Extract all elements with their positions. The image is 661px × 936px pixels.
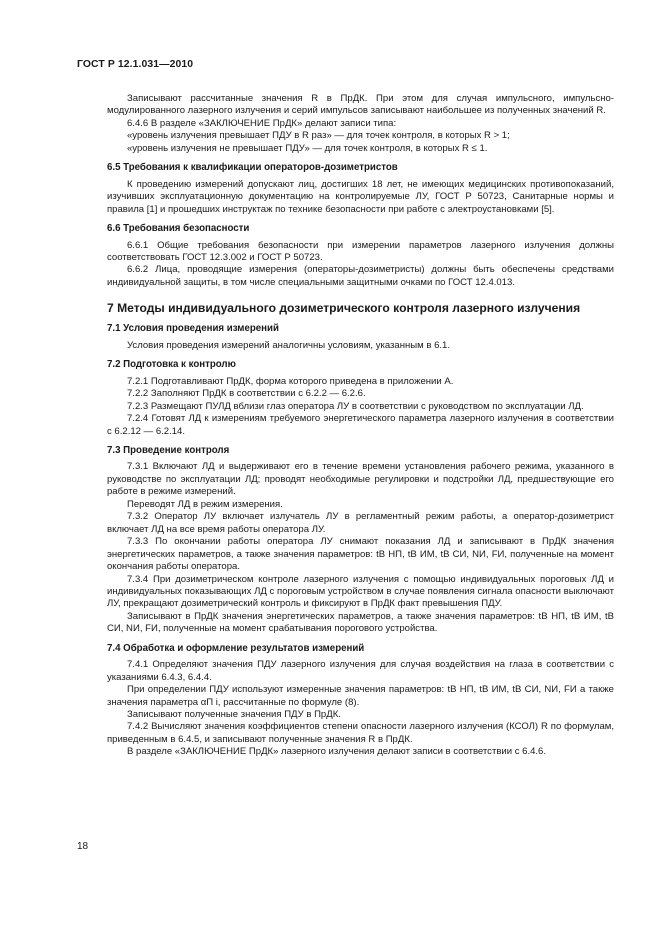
paragraph: К проведению измерений допускают лиц, достигших 18 лет, не имеющих медицинских противопоказаний, изучивших эксплуатационную документацию на контролируемые ЛУ, ГОСТ Р 50723, Санитарные нормы и правила [1] и прошедших инструктаж по технике безопасности при работе с электроустановками [5]. xyxy=(107,178,614,215)
section-heading: 7.1 Условия проведения измерений xyxy=(107,323,279,335)
chapter-heading: 7 Методы индивидуального дозиметрического контроля лазерного излучения xyxy=(107,301,581,316)
paragraph: Записывают в ПрДК значения энергетических параметров, а также значения параметров: tВ НП, tВ ИМ, tВ СИ, NИ, FИ, полученные на момент срабатывания порогового устройства. xyxy=(107,610,614,635)
paragraph: 6.4.6 В разделе «ЗАКЛЮЧЕНИЕ ПрДК» делают записи типа: xyxy=(127,117,397,129)
paragraph: Записывают полученные значения ПДУ в ПрДК. xyxy=(127,709,341,721)
paragraph: 6.6.1 Общие требования безопасности при измерении параметров лазерного излучения должны соответствовать ГОСТ 12.3.002 и ГОСТ Р 50723. xyxy=(107,239,614,263)
paragraph: 7.4.2 Вычисляют значения коэффициентов степени опасности лазерного излучения (КСОЛ) R по формулам, приведенным в 6.4.5, и записывают полученные значения R в ПрДК. xyxy=(107,721,614,745)
paragraph: 7.4.1 Определяют значения ПДУ лазерного излучения для случая воздействия на глаза в соответствии с указаниями 6.4.3, 6.4.4. xyxy=(107,659,614,683)
paragraph: Условия проведения измерений аналогичны условиям, указанным в 6.1. xyxy=(127,339,451,351)
paragraph: «уровень излучения превышает ПДУ в R раз» — для точек контроля, в которых R > 1; xyxy=(127,130,510,142)
running-header: ГОСТ Р 12.1.031—2010 xyxy=(77,59,194,70)
paragraph: 6.6.2 Лица, проводящие измерения (операторы-дозиметристы) должны быть обеспечены средствами индивидуальной защиты, в том числе специальными защитными очками по ГОСТ 12.4.013. xyxy=(107,264,614,288)
paragraph: 7.3.2 Оператор ЛУ включает излучатель ЛУ в регламентный режим работы, а оператор-дозиметрист включает ЛД на все время работы оператора ЛУ. xyxy=(107,511,614,535)
section-heading: 7.3 Проведение контроля xyxy=(107,444,230,456)
paragraph: 7.2.1 Подготавливают ПрДК, форма которого приведена в приложении А. xyxy=(127,375,454,387)
paragraph: 7.3.1 Включают ЛД и выдерживают его в течение времени установления рабочего режима, указанного в руководстве по эксплуатации ЛД; проводят необходимые регулировки и подстройки ЛД, предшествующие его работе в режиме измерений. xyxy=(107,461,614,498)
paragraph: 7.3.3 По окончании работы оператора ЛУ снимают показания ЛД и записывают в ПрДК значения энергетических параметров, а также значения параметров: tВ НП, tВ ИМ, tВ СИ, NИ, FИ, полученные на момент окончания работы оператора. xyxy=(107,536,614,573)
paragraph: «уровень излучения не превышает ПДУ» — для точек контроля, в которых R ≤ 1. xyxy=(127,142,488,154)
paragraph: 7.2.3 Размещают ПУЛД вблизи глаз оператора ЛУ в соответствии с руководством по эксплуатации ЛД. xyxy=(127,400,584,412)
page-body xyxy=(107,93,614,759)
paragraph: 7.2.4 Готовят ЛД к измерениям требуемого энергетического параметра лазерного излучения в соответствии с 6.2.12 — 6.2.14. xyxy=(107,413,614,437)
section-heading: 7.4 Обработка и оформление результатов измерений xyxy=(107,642,365,654)
section-heading: 6.5 Требования к квалификации операторов-дозиметристов xyxy=(107,162,398,174)
paragraph: Переводят ЛД в режим измерения. xyxy=(127,498,283,510)
paragraph: В разделе «ЗАКЛЮЧЕНИЕ ПрДК» лазерного излучения делают записи в соответствии с 6.4.6. xyxy=(127,746,547,758)
paragraph: Записывают рассчитанные значения R в ПрДК. При этом для случая импульсного, импульсно-модулированного лазерного излучения и серий импульсов записывают наибольшее из полученных значений R. xyxy=(107,93,614,117)
paragraph: 7.3.4 При дозиметрическом контроле лазерного излучения с помощью индивидуальных пороговых ЛД и индивидуальных показывающих ЛД с пороговым устройством в случае появления сигнала опасности выключают ЛУ, прекращают дозиметрический контроль и фиксируют в ПрДК факт превышения ПДУ. xyxy=(107,573,614,610)
paragraph: 7.2.2 Заполняют ПрДК в соответствии с 6.2.2 — 6.2.6. xyxy=(127,388,366,400)
section-heading: 6.6 Требования безопасности xyxy=(107,223,250,235)
page-number: 18 xyxy=(77,841,89,852)
paragraph: При определении ПДУ используют измеренные значения параметров: tВ НП, tВ ИМ, tВ СИ, NИ, FИ а также значения параметра αП i, рассчитанные по формуле (8). xyxy=(107,684,614,708)
section-heading: 7.2 Подготовка к контролю xyxy=(107,359,236,371)
